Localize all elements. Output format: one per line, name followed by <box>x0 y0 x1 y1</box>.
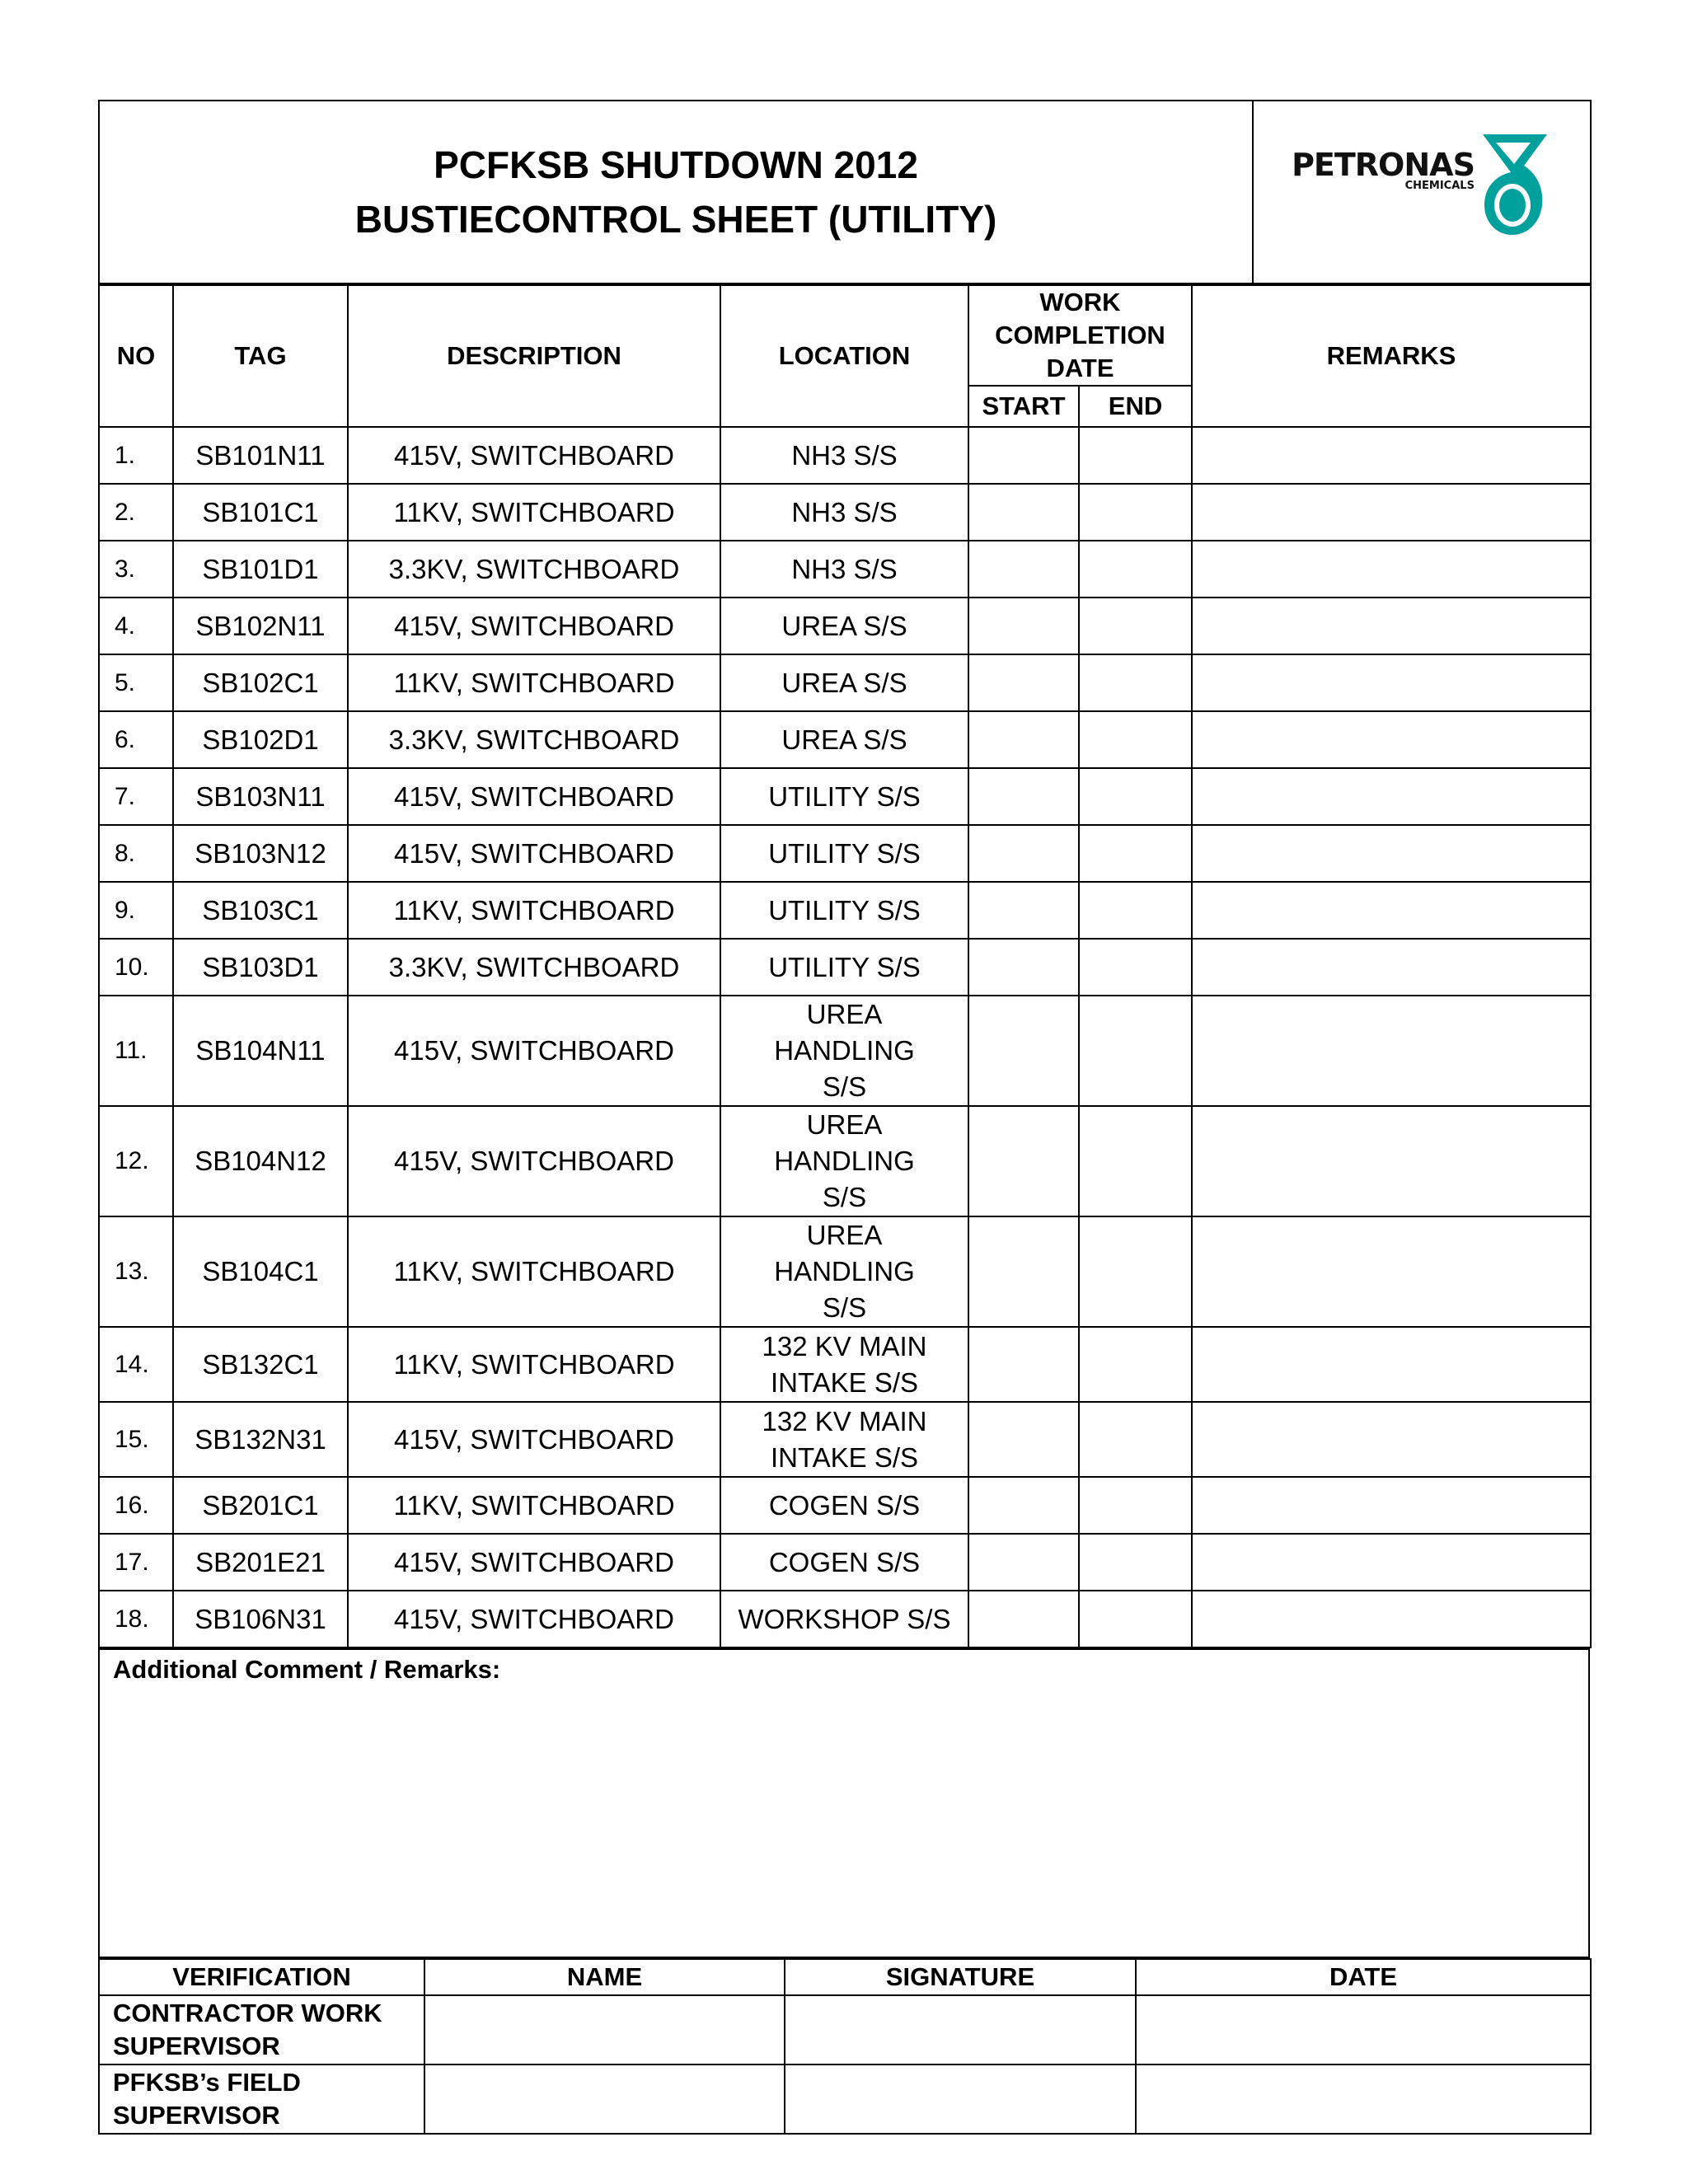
name-field[interactable] <box>424 2064 785 2134</box>
row-tag: SB102D1 <box>173 711 348 768</box>
date-field[interactable] <box>1136 1995 1591 2064</box>
name-field[interactable] <box>424 1995 785 2064</box>
verification-role: PFKSB’s FIELD SUPERVISOR <box>99 2064 424 2134</box>
row-tag: SB106N31 <box>173 1591 348 1647</box>
col-name: NAME <box>424 1959 785 1995</box>
row-no: 6. <box>99 711 173 768</box>
row-tag: SB103C1 <box>173 882 348 939</box>
row-location: UREA S/S <box>720 598 968 654</box>
row-description: 3.3KV, SWITCHBOARD <box>348 541 720 598</box>
end-date-field[interactable] <box>1079 1106 1192 1216</box>
remarks-field[interactable] <box>1192 1106 1591 1216</box>
col-date: DATE <box>1136 1959 1591 1995</box>
signature-field[interactable] <box>785 2064 1136 2134</box>
comment-section <box>98 1648 1590 1958</box>
remarks-field[interactable] <box>1192 1534 1591 1591</box>
end-date-field[interactable] <box>1079 1477 1192 1534</box>
start-date-field[interactable] <box>968 541 1079 598</box>
row-location: UTILITY S/S <box>720 882 968 939</box>
table-row <box>99 825 1591 882</box>
row-location: UTILITY S/S <box>720 939 968 996</box>
table-row <box>99 654 1591 711</box>
start-date-field[interactable] <box>968 1106 1079 1216</box>
verification-row <box>99 1995 1591 2064</box>
row-tag: SB101N11 <box>173 427 348 484</box>
end-date-field[interactable] <box>1079 882 1192 939</box>
row-tag: SB101C1 <box>173 484 348 541</box>
remarks-field[interactable] <box>1192 654 1591 711</box>
switchboard-table <box>98 284 1592 1648</box>
table-row <box>99 1327 1591 1402</box>
sheet-header <box>98 100 1592 284</box>
row-tag: SB101D1 <box>173 541 348 598</box>
end-date-field[interactable] <box>1079 484 1192 541</box>
row-location: COGEN S/S <box>720 1477 968 1534</box>
title-cell <box>99 101 1253 284</box>
row-location: COGEN S/S <box>720 1534 968 1591</box>
row-location: UREA S/S <box>720 711 968 768</box>
row-description: 11KV, SWITCHBOARD <box>348 882 720 939</box>
row-tag: SB132N31 <box>173 1402 348 1477</box>
col-end: END <box>1079 386 1192 427</box>
col-work-completion: WORK COMPLETION DATE <box>968 285 1192 386</box>
row-description: 415V, SWITCHBOARD <box>348 825 720 882</box>
remarks-field[interactable] <box>1192 882 1591 939</box>
table-row <box>99 427 1591 484</box>
table-row <box>99 1216 1591 1327</box>
verification-header <box>99 1959 1591 1995</box>
logo-sub: CHEMICALS <box>1404 180 1475 192</box>
start-date-field[interactable] <box>968 1216 1079 1327</box>
table-row <box>99 996 1591 1106</box>
remarks-field[interactable] <box>1192 598 1591 654</box>
row-tag: SB102C1 <box>173 654 348 711</box>
row-location: UREA HANDLING S/S <box>720 996 968 1106</box>
row-location: UREA HANDLING S/S <box>720 1216 968 1327</box>
row-description: 11KV, SWITCHBOARD <box>348 1477 720 1534</box>
additional-comment-field[interactable] <box>99 1649 1589 1957</box>
end-date-field[interactable] <box>1079 1591 1192 1647</box>
row-no: 14. <box>99 1327 173 1402</box>
row-tag: SB104C1 <box>173 1216 348 1327</box>
verification-role: CONTRACTOR WORK SUPERVISOR <box>99 1995 424 2064</box>
row-tag: SB201E21 <box>173 1534 348 1591</box>
row-location: UREA S/S <box>720 654 968 711</box>
start-date-field[interactable] <box>968 484 1079 541</box>
end-date-field[interactable] <box>1079 939 1192 996</box>
row-location: NH3 S/S <box>720 541 968 598</box>
start-date-field[interactable] <box>968 768 1079 825</box>
col-signature: SIGNATURE <box>785 1959 1136 1995</box>
row-description: 11KV, SWITCHBOARD <box>348 654 720 711</box>
row-no: 17. <box>99 1534 173 1591</box>
row-description: 11KV, SWITCHBOARD <box>348 1327 720 1402</box>
row-no: 12. <box>99 1106 173 1216</box>
start-date-field[interactable] <box>968 598 1079 654</box>
verification-table <box>98 1958 1592 2135</box>
start-date-field[interactable] <box>968 882 1079 939</box>
petronas-drop-icon <box>1478 129 1552 238</box>
row-no: 8. <box>99 825 173 882</box>
row-tag: SB102N11 <box>173 598 348 654</box>
remarks-field[interactable] <box>1192 939 1591 996</box>
row-description: 3.3KV, SWITCHBOARD <box>348 939 720 996</box>
end-date-field[interactable] <box>1079 1402 1192 1477</box>
end-date-field[interactable] <box>1079 1534 1192 1591</box>
row-description: 415V, SWITCHBOARD <box>348 996 720 1106</box>
logo-cell <box>1253 101 1591 284</box>
start-date-field[interactable] <box>968 711 1079 768</box>
row-description: 415V, SWITCHBOARD <box>348 427 720 484</box>
start-date-field[interactable] <box>968 939 1079 996</box>
date-field[interactable] <box>1136 2064 1591 2134</box>
row-tag: SB104N11 <box>173 996 348 1106</box>
row-tag: SB103N12 <box>173 825 348 882</box>
col-location: LOCATION <box>720 285 968 427</box>
remarks-field[interactable] <box>1192 427 1591 484</box>
row-no: 18. <box>99 1591 173 1647</box>
start-date-field[interactable] <box>968 427 1079 484</box>
start-date-field[interactable] <box>968 1477 1079 1534</box>
remarks-field[interactable] <box>1192 768 1591 825</box>
start-date-field[interactable] <box>968 1534 1079 1591</box>
col-verification: VERIFICATION <box>99 1959 424 1995</box>
remarks-field[interactable] <box>1192 1591 1591 1647</box>
remarks-field[interactable] <box>1192 484 1591 541</box>
row-location: UTILITY S/S <box>720 768 968 825</box>
table-row <box>99 1477 1591 1534</box>
col-description: DESCRIPTION <box>348 285 720 427</box>
row-no: 1. <box>99 427 173 484</box>
table-row <box>99 1106 1591 1216</box>
row-tag: SB103N11 <box>173 768 348 825</box>
end-date-field[interactable] <box>1079 768 1192 825</box>
row-location: 132 KV MAIN INTAKE S/S <box>720 1402 968 1477</box>
table-row <box>99 1591 1591 1647</box>
row-description: 415V, SWITCHBOARD <box>348 1402 720 1477</box>
start-date-field[interactable] <box>968 1591 1079 1647</box>
row-tag: SB103D1 <box>173 939 348 996</box>
end-date-field[interactable] <box>1079 825 1192 882</box>
row-no: 16. <box>99 1477 173 1534</box>
remarks-field[interactable] <box>1192 1477 1591 1534</box>
start-date-field[interactable] <box>968 1402 1079 1477</box>
row-description: 415V, SWITCHBOARD <box>348 768 720 825</box>
start-date-field[interactable] <box>968 996 1079 1106</box>
table-row <box>99 768 1591 825</box>
title-line-2: BUSTIECONTROL SHEET (UTILITY) <box>354 198 997 241</box>
row-description: 11KV, SWITCHBOARD <box>348 484 720 541</box>
remarks-field[interactable] <box>1192 1216 1591 1327</box>
end-date-field[interactable] <box>1079 711 1192 768</box>
row-no: 3. <box>99 541 173 598</box>
row-no: 7. <box>99 768 173 825</box>
table-row <box>99 598 1591 654</box>
start-date-field[interactable] <box>968 825 1079 882</box>
end-date-field[interactable] <box>1079 598 1192 654</box>
start-date-field[interactable] <box>968 654 1079 711</box>
logo-name: PETRONAS <box>1292 147 1475 183</box>
end-date-field[interactable] <box>1079 654 1192 711</box>
col-tag: TAG <box>173 285 348 427</box>
table-row <box>99 541 1591 598</box>
row-description: 415V, SWITCHBOARD <box>348 1106 720 1216</box>
row-no: 9. <box>99 882 173 939</box>
row-description: 11KV, SWITCHBOARD <box>348 1216 720 1327</box>
row-description: 415V, SWITCHBOARD <box>348 1591 720 1647</box>
end-date-field[interactable] <box>1079 1216 1192 1327</box>
table-row <box>99 939 1591 996</box>
petronas-logo <box>1292 129 1552 238</box>
title-line-1: PCFKSB SHUTDOWN 2012 <box>434 143 918 186</box>
remarks-field[interactable] <box>1192 541 1591 598</box>
end-date-field[interactable] <box>1079 1327 1192 1402</box>
row-tag: SB132C1 <box>173 1327 348 1402</box>
remarks-field[interactable] <box>1192 996 1591 1106</box>
table-header <box>99 285 1591 386</box>
table-row <box>99 484 1591 541</box>
row-description: 415V, SWITCHBOARD <box>348 598 720 654</box>
verification-row <box>99 2064 1591 2134</box>
row-no: 5. <box>99 654 173 711</box>
control-sheet <box>98 100 1590 2135</box>
row-location: UTILITY S/S <box>720 825 968 882</box>
table-row <box>99 711 1591 768</box>
row-no: 11. <box>99 996 173 1106</box>
end-date-field[interactable] <box>1079 541 1192 598</box>
signature-field[interactable] <box>785 1995 1136 2064</box>
remarks-field[interactable] <box>1192 1327 1591 1402</box>
col-no: NO <box>99 285 173 427</box>
row-tag: SB201C1 <box>173 1477 348 1534</box>
end-date-field[interactable] <box>1079 427 1192 484</box>
row-no: 15. <box>99 1402 173 1477</box>
row-description: 3.3KV, SWITCHBOARD <box>348 711 720 768</box>
row-location: NH3 S/S <box>720 484 968 541</box>
table-row <box>99 1402 1591 1477</box>
row-location: 132 KV MAIN INTAKE S/S <box>720 1327 968 1402</box>
row-no: 2. <box>99 484 173 541</box>
table-row <box>99 882 1591 939</box>
col-remarks: REMARKS <box>1192 285 1591 427</box>
comment-label: Additional Comment / Remarks: <box>113 1655 501 1684</box>
row-tag: SB104N12 <box>173 1106 348 1216</box>
remarks-field[interactable] <box>1192 825 1591 882</box>
row-description: 415V, SWITCHBOARD <box>348 1534 720 1591</box>
row-location: NH3 S/S <box>720 427 968 484</box>
row-no: 13. <box>99 1216 173 1327</box>
table-row <box>99 1534 1591 1591</box>
remarks-field[interactable] <box>1192 711 1591 768</box>
row-location: WORKSHOP S/S <box>720 1591 968 1647</box>
end-date-field[interactable] <box>1079 996 1192 1106</box>
remarks-field[interactable] <box>1192 1402 1591 1477</box>
col-start: START <box>968 386 1079 427</box>
row-location: UREA HANDLING S/S <box>720 1106 968 1216</box>
row-no: 10. <box>99 939 173 996</box>
row-no: 4. <box>99 598 173 654</box>
start-date-field[interactable] <box>968 1327 1079 1402</box>
